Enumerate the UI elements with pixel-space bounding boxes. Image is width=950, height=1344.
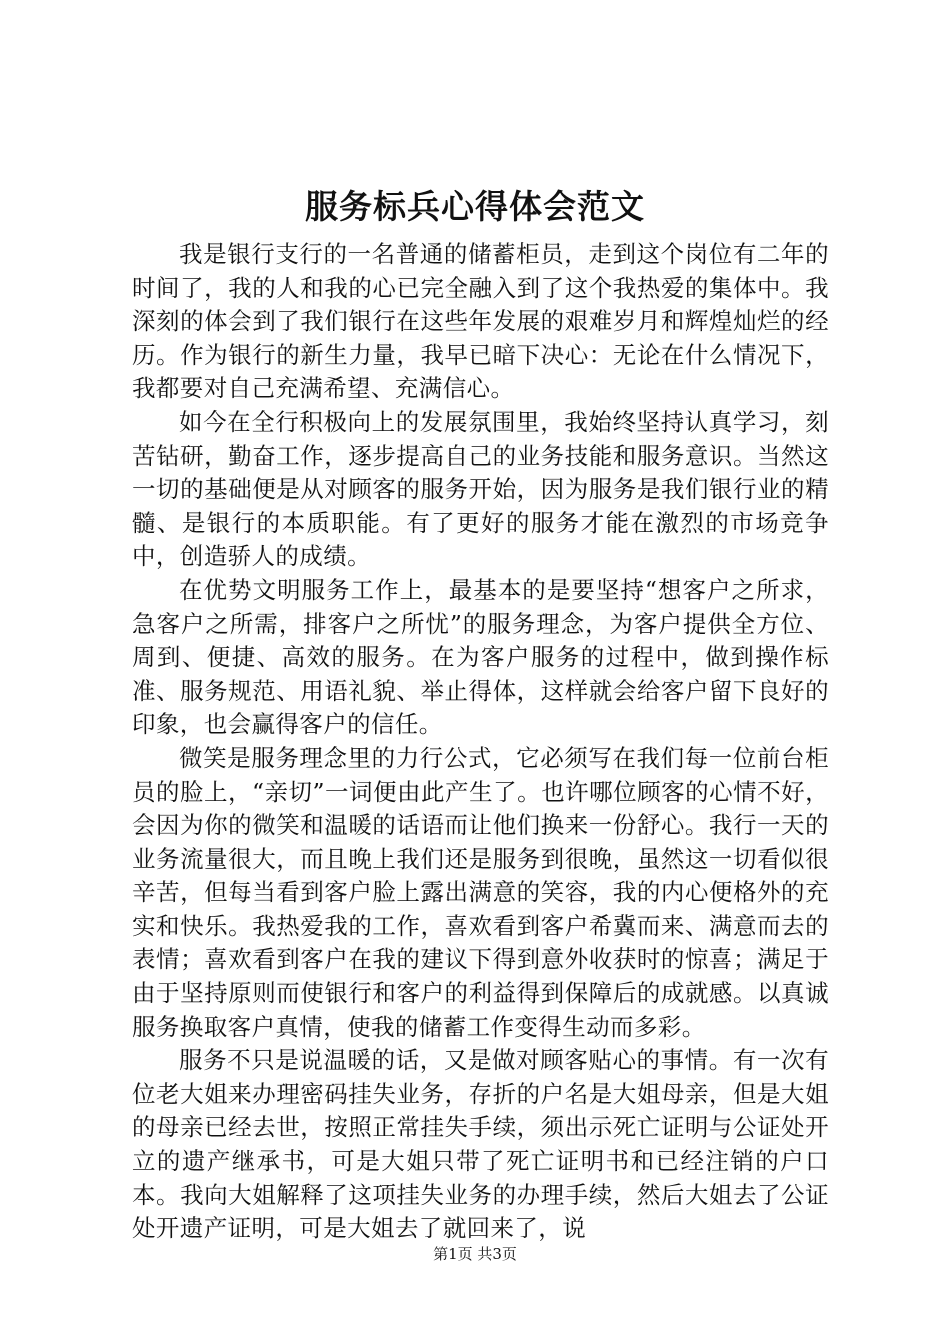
document-title: 服务标兵心得体会范文 <box>305 187 645 226</box>
paragraph-3: 在优势文明服务工作上，最基本的是要坚持“想客户之所求，急客户之所需，排客户之所忧”的服务理念，为客户提供全方位、周到、便捷、高效的服务。在为客户服务的过程中，做到操作标准、服务规范、用语礼貌、举止得体，这样就会给客户留下良好的印象，也会赢得客户的信任。 <box>132 575 829 739</box>
document-body <box>132 238 829 1246</box>
paragraph-2: 如今在全行积极向上的发展氛围里，我始终坚持认真学习，刻苦钻研，勤奋工作，逐步提高自己的业务技能和服务意识。当然这一切的基础便是从对顾客的服务开始，因为服务是我们银行业的精髓、是银行的本质职能。有了更好的服务才能在激烈的市场竞争中，创造骄人的成绩。 <box>132 407 829 571</box>
paragraph-5: 服务不只是说温暖的话，又是做对顾客贴心的事情。有一次有位老大姐来办理密码挂失业务，存折的户名是大姐母亲，但是大姐的母亲已经去世，按照正常挂失手续，须出示死亡证明与公证处开立的遗产继承书，可是大姐只带了死亡证明书和已经注销的户口本。我向大姐解释了这项挂失业务的办理手续，然后大姐去了公证处开遗产证明，可是大姐去了就回来了，说 <box>132 1046 829 1243</box>
page-number: 第1页 共3页 <box>433 1245 517 1263</box>
paragraph-4: 微笑是服务理念里的力行公式，它必须写在我们每一位前台柜员的脸上，“亲切”一词便由此产生了。也许哪位顾客的心情不好，会因为你的微笑和温暖的话语而让他们换来一份舒心。我行一天的业务流量很大，而且晚上我们还是服务到很晚，虽然这一切看似很辛苦，但每当看到客户脸上露出满意的笑容，我的内心便格外的充实和快乐。我热爱我的工作，喜欢看到客户希冀而来、满意而去的表情；喜欢看到客户在我的建议下得到意外收获时的惊喜；满足于由于坚持原则而使银行和客户的利益得到保障后的成就感。以真诚服务换取客户真情，使我的储蓄工作变得生动而多彩。 <box>132 743 829 1041</box>
paragraph-1: 我是银行支行的一名普通的储蓄柜员，走到这个岗位有二年的时间了，我的人和我的心已完全融入到了这个我热爱的集体中。我深刻的体会到了我们银行在这些年发展的艰难岁月和辉煌灿烂的经历。作为银行的新生力量，我早已暗下决心：无论在什么情况下，我都要对自己充满希望、充满信心。 <box>132 240 829 403</box>
page-footer <box>0 1244 950 1264</box>
